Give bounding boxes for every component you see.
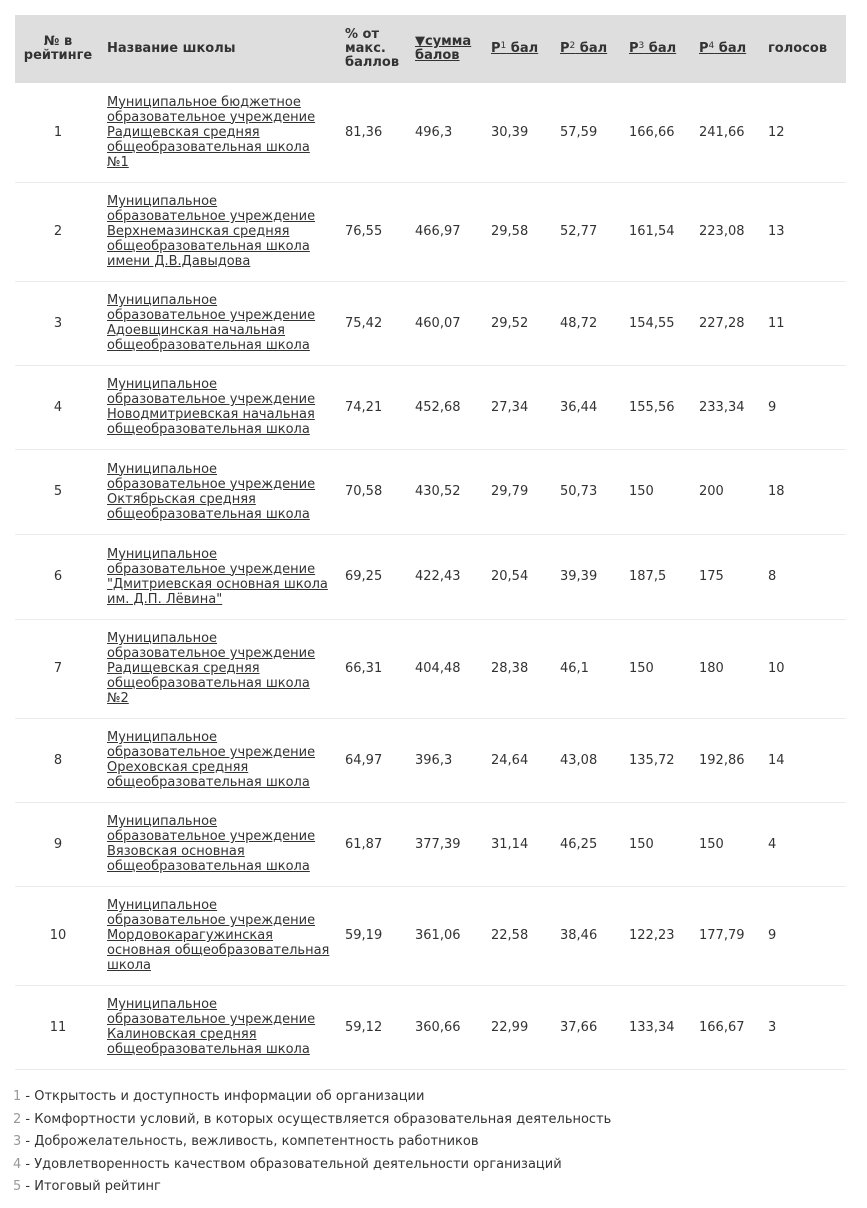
p1-cell: 22,99 [485, 985, 554, 1069]
p4-cell: 233,34 [693, 365, 762, 449]
legend-number: 5 [13, 1179, 22, 1194]
sum-cell: 452,68 [409, 365, 485, 449]
school-name-cell [101, 365, 339, 449]
votes-cell: 14 [762, 718, 846, 802]
rank-cell: 6 [15, 534, 101, 619]
school-link[interactable]: Муниципальное образовательное учреждение Вязовская основная общеобразовательная школа [107, 814, 316, 874]
percent-cell: 59,19 [339, 886, 409, 985]
percent-cell: 59,12 [339, 985, 409, 1069]
header-p4[interactable] [693, 15, 762, 83]
percent-cell: 61,87 [339, 802, 409, 886]
school-link[interactable]: Муниципальное образовательное учреждение Новодмитриевская начальная общеобразовательная школа [107, 377, 316, 437]
sort-p4-link[interactable]: $P^4$ бал [699, 41, 747, 56]
legend-text: - Открытость и доступность информации об организации [21, 1089, 425, 1104]
p2-cell: 48,72 [554, 281, 623, 365]
legend-item [13, 1131, 853, 1154]
rank-cell: 9 [15, 802, 101, 886]
p2-cell: 37,66 [554, 985, 623, 1069]
legend-text: - Удовлетворенность качеством образовательной деятельности организаций [21, 1156, 562, 1172]
p4-cell: 177,79 [693, 886, 762, 985]
p3-cell: 133,34 [623, 985, 693, 1069]
school-name-cell [101, 619, 339, 718]
sort-p2-link[interactable]: $P^2$ бал [560, 41, 608, 56]
table-row [15, 83, 846, 182]
p1-cell: 31,14 [485, 802, 554, 886]
header-sum[interactable] [409, 15, 485, 83]
rank-cell: 1 [15, 83, 101, 182]
school-link[interactable]: Муниципальное образовательное учреждение "Дмитриевская основная школа им. Д.П. Лёвина" [107, 546, 328, 607]
table-row [15, 802, 846, 886]
school-link[interactable]: Муниципальное образовательное учреждение Мордовокарагужинская основная общеобразовательная школа [107, 898, 330, 973]
table-row [15, 619, 846, 718]
p2-cell: 50,73 [554, 449, 623, 534]
sort-p3-link[interactable]: $P^3$ бал [629, 41, 677, 56]
p3-cell: 161,54 [623, 182, 693, 281]
percent-cell: 64,97 [339, 718, 409, 802]
p1-cell: 27,34 [485, 365, 554, 449]
legend-text: - Доброжелательность, вежливость, компетентность работников [21, 1134, 479, 1149]
p1-cell: 20,54 [485, 534, 554, 619]
legend-number: 3 [13, 1134, 22, 1149]
sum-cell: 460,07 [409, 281, 485, 365]
p3-cell: 154,55 [623, 281, 693, 365]
percent-cell: 66,31 [339, 619, 409, 718]
rank-cell: 7 [15, 619, 101, 718]
rank-cell: 10 [15, 886, 101, 985]
rank-cell: 3 [15, 281, 101, 365]
p2-cell: 38,46 [554, 886, 623, 985]
school-name-cell [101, 182, 339, 281]
percent-cell: 70,58 [339, 449, 409, 534]
sum-cell: 360,66 [409, 985, 485, 1069]
school-name-cell [101, 718, 339, 802]
school-link[interactable]: Муниципальное образовательное учреждение Октябрьская средняя общеобразовательная школа [107, 461, 316, 522]
school-link[interactable]: Муниципальное образовательное учреждение Ореховская средняя общеобразовательная школа [107, 730, 316, 790]
p3-cell: 135,72 [623, 718, 693, 802]
header-p3[interactable] [623, 15, 693, 83]
legend-item [13, 1086, 853, 1109]
p1-cell: 30,39 [485, 83, 554, 182]
percent-cell: 75,42 [339, 281, 409, 365]
percent-cell: 69,25 [339, 534, 409, 619]
percent-cell: 74,21 [339, 365, 409, 449]
school-name-cell [101, 886, 339, 985]
p2-cell: 43,08 [554, 718, 623, 802]
legend-item [13, 1109, 853, 1132]
sum-cell: 361,06 [409, 886, 485, 985]
p2-cell: 36,44 [554, 365, 623, 449]
sum-cell: 496,3 [409, 83, 485, 182]
school-name-cell [101, 281, 339, 365]
header-rank: № в рейтинге [15, 15, 101, 83]
votes-cell: 3 [762, 985, 846, 1069]
table-row [15, 365, 846, 449]
rank-cell: 5 [15, 449, 101, 534]
rating-table [15, 15, 846, 1070]
school-link[interactable]: Муниципальное бюджетное образовательное учреждение Радищевская средняя общеобразовательная школа №1 [107, 94, 316, 170]
header-votes: голосов [762, 15, 846, 83]
p3-cell: 150 [623, 449, 693, 534]
school-name-cell [101, 83, 339, 182]
p3-cell: 155,56 [623, 365, 693, 449]
votes-cell: 4 [762, 802, 846, 886]
p3-cell: 150 [623, 802, 693, 886]
p4-cell: 166,67 [693, 985, 762, 1069]
table-row [15, 449, 846, 534]
votes-cell: 13 [762, 182, 846, 281]
legend-number: 4 [13, 1156, 22, 1172]
legend-text: - Комфортности условий, в которых осуществляется образовательная деятельность [21, 1111, 612, 1127]
votes-cell: 11 [762, 281, 846, 365]
school-name-cell [101, 534, 339, 619]
p1-cell: 28,38 [485, 619, 554, 718]
legend-number: 1 [13, 1089, 22, 1104]
table-row [15, 718, 846, 802]
sum-cell: 404,48 [409, 619, 485, 718]
sum-cell: 430,52 [409, 449, 485, 534]
p1-cell: 24,64 [485, 718, 554, 802]
school-link[interactable]: Муниципальное образовательное учреждение Верхнемазинская средняя общеобразовательная школа имени Д.В.Давыдова [107, 194, 316, 269]
percent-cell: 81,36 [339, 83, 409, 182]
table-row [15, 985, 846, 1069]
sum-cell: 377,39 [409, 802, 485, 886]
header-school-name: Название школы [101, 15, 339, 83]
header-percent: % от макс. баллов [339, 15, 409, 83]
p2-cell: 46,1 [554, 619, 623, 718]
legend-item [13, 1154, 853, 1177]
school-name-cell [101, 449, 339, 534]
legend-text: - Итоговый рейтинг [21, 1179, 161, 1194]
p4-cell: 241,66 [693, 83, 762, 182]
p2-cell: 52,77 [554, 182, 623, 281]
p4-cell: 223,08 [693, 182, 762, 281]
percent-cell: 76,55 [339, 182, 409, 281]
votes-cell: 9 [762, 365, 846, 449]
sum-cell: 466,97 [409, 182, 485, 281]
p4-cell: 227,28 [693, 281, 762, 365]
table-row [15, 281, 846, 365]
school-link[interactable]: Муниципальное образовательное учреждение Адоевщинская начальная общеобразовательная школа [107, 293, 316, 353]
school-link[interactable]: Муниципальное образовательное учреждение Радищевская средняя общеобразовательная школа №2 [107, 631, 316, 706]
votes-cell: 12 [762, 83, 846, 182]
votes-cell: 18 [762, 449, 846, 534]
p3-cell: 187,5 [623, 534, 693, 619]
sum-cell: 396,3 [409, 718, 485, 802]
p4-cell: 180 [693, 619, 762, 718]
p1-cell: 22,58 [485, 886, 554, 985]
p4-cell: 200 [693, 449, 762, 534]
p3-cell: 122,23 [623, 886, 693, 985]
votes-cell: 8 [762, 534, 846, 619]
rank-cell: 11 [15, 985, 101, 1069]
p2-cell: 57,59 [554, 83, 623, 182]
p1-cell: 29,58 [485, 182, 554, 281]
table-row [15, 886, 846, 985]
sum-cell: 422,43 [409, 534, 485, 619]
rank-cell: 4 [15, 365, 101, 449]
sort-p1-link[interactable]: $P^1$ бал [491, 41, 539, 56]
sort-sum-link[interactable]: ▼сумма балов [415, 34, 472, 63]
table-row [15, 182, 846, 281]
table-header-row [15, 15, 846, 83]
school-link[interactable]: Муниципальное образовательное учреждение Калиновская средняя общеобразовательная школа [107, 997, 316, 1057]
p1-cell: 29,79 [485, 449, 554, 534]
p3-cell: 150 [623, 619, 693, 718]
p2-cell: 39,39 [554, 534, 623, 619]
p4-cell: 175 [693, 534, 762, 619]
legend-item [13, 1176, 853, 1199]
votes-cell: 9 [762, 886, 846, 985]
p2-cell: 46,25 [554, 802, 623, 886]
votes-cell: 10 [762, 619, 846, 718]
school-name-cell [101, 985, 339, 1069]
rank-cell: 2 [15, 182, 101, 281]
p4-cell: 150 [693, 802, 762, 886]
table-row [15, 534, 846, 619]
rank-cell: 8 [15, 718, 101, 802]
legend-number: 2 [13, 1111, 22, 1127]
school-name-cell [101, 802, 339, 886]
header-p2[interactable] [554, 15, 623, 83]
legend [13, 1086, 853, 1199]
header-p1[interactable] [485, 15, 554, 83]
p1-cell: 29,52 [485, 281, 554, 365]
p3-cell: 166,66 [623, 83, 693, 182]
p4-cell: 192,86 [693, 718, 762, 802]
